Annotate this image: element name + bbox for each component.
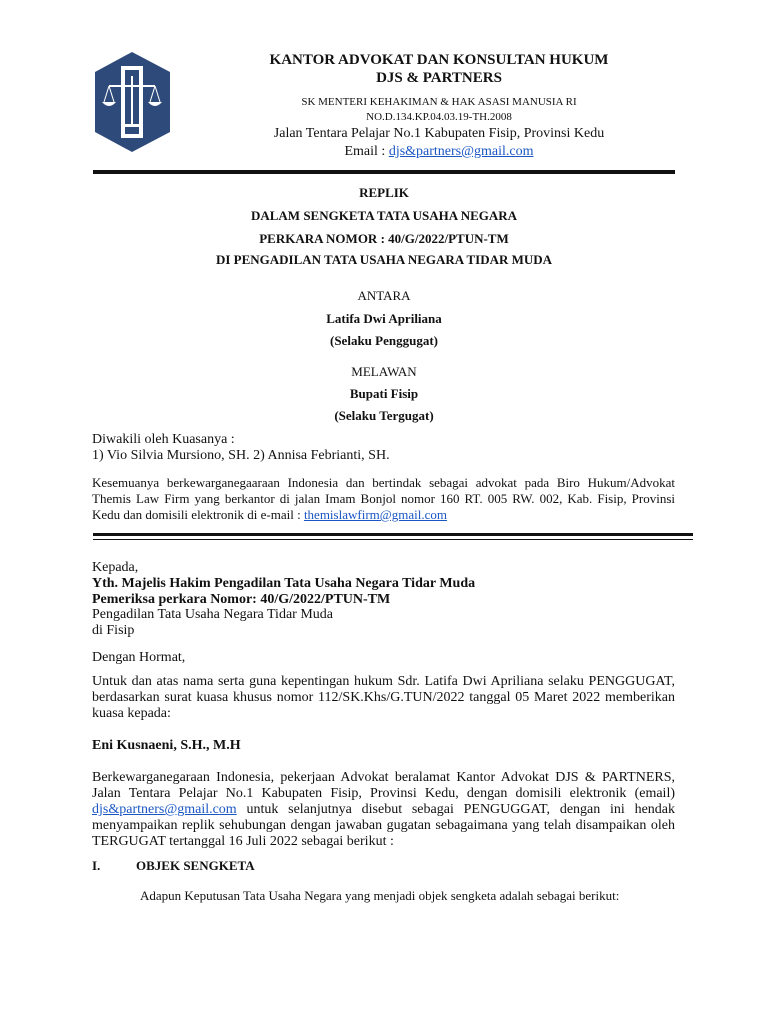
addressee-judges: Yth. Majelis Hakim Pengadilan Tata Usaha Negara Tidar Muda: [92, 576, 476, 591]
section-intro-text: Adapun Keputusan Tata Usaha Negara yang menjadi objek sengketa adalah sebagai berikut:: [140, 888, 620, 903]
law-firm-logo-icon: [95, 52, 170, 152]
doc-title: REPLIK: [359, 185, 409, 200]
representation-statement: [92, 475, 675, 523]
addressee-case: Pemeriksa perkara Nomor: 40/G/2022/PTUN-TM: [92, 592, 391, 607]
plaintiff-name: Latifa Dwi Apriliana: [326, 311, 442, 326]
kepada-label: Kepada,: [92, 560, 139, 575]
plaintiff-role: (Selaku Penggugat): [330, 333, 438, 348]
power-of-attorney-paragraph: Untuk dan atas nama serta guna kepentingan hukum Sdr. Latifa Dwi Apriliana selaku PENGGUGAT, berdasarkan surat kuasa khusus nomor 112/SK.Khs/G.TUN/2022 tanggal 05 Maret 2022 memberikan kuasa kepada:: [92, 674, 675, 721]
representation-names: 1) Vio Silvia Mursiono, SH. 2) Annisa Febrianti, SH.: [92, 448, 390, 463]
attorney-name: Eni Kusnaeni, S.H., M.H: [92, 738, 241, 753]
section-divider-thick: [93, 533, 693, 536]
firm-name: KANTOR ADVOKAT DAN KONSULTAN HUKUM: [269, 52, 609, 68]
representation-intro: Diwakili oleh Kuasanya :: [92, 432, 235, 447]
themis-email-link[interactable]: themislawfirm@gmail.com: [303, 507, 447, 522]
email-label: Email :: [344, 144, 389, 159]
letterhead-divider: [93, 170, 675, 174]
firm-address: Jalan Tentara Pelajar No.1 Kabupaten Fisip, Provinsi Kedu: [273, 126, 605, 141]
section-title: OBJEK SENGKETA: [136, 858, 255, 873]
firm-partners: DJS & PARTNERS: [376, 70, 502, 86]
section-divider-thin: [93, 539, 693, 540]
addressee-court: Pengadilan Tata Usaha Negara Tidar Muda: [92, 607, 333, 622]
statement-text: Kesemuanya berkewarganegaaraan Indonesia dan bertindak sebagai advokat pada Biro Hukum/Advokat Themis Law Firm yang berkantor di jalan Imam Bonjol nomor 160 RT. 005 RW. 002, Kab. Fisip, Provinsi Kedu dan domisili elektronik di e-mail :: [92, 475, 675, 522]
melawan-label: MELAWAN: [351, 364, 417, 379]
attorney-details-start: Berkewarganegaraan Indonesia, pekerjaan Advokat beralamat Kantor Advokat DJS & PARTNERS, Jalan Tentara Pelajar No.1 Kabupaten Fisip, Provinsi Kedu, dengan domisili elektronik (email): [92, 770, 675, 801]
defendant-role: (Selaku Tergugat): [334, 408, 434, 423]
case-number: PERKARA NOMOR : 40/G/2022/PTUN-TM: [259, 231, 509, 246]
djs-email-link[interactable]: djs&partners@gmail.com: [92, 802, 237, 817]
firm-email-line: [195, 144, 683, 160]
court-name: DI PENGADILAN TATA USAHA NEGARA TIDAR MUDA: [215, 252, 553, 267]
addressee-city: di Fisip: [92, 623, 135, 638]
decree-number: NO.D.134.KP.04.03.19-TH.2008: [366, 111, 512, 123]
doc-subtitle: DALAM SENGKETA TATA USAHA NEGARA: [250, 208, 518, 223]
greeting: Dengan Hormat,: [92, 650, 186, 665]
firm-email-link[interactable]: djs&partners@gmail.com: [388, 144, 534, 159]
decree-line: SK MENTERI KEHAKIMAN & HAK ASASI MANUSIA RI: [301, 96, 577, 108]
antara-label: ANTARA: [357, 288, 411, 303]
defendant-name: Bupati Fisip: [349, 386, 419, 401]
attorney-details-end: untuk selanjutnya disebut sebagai PENGUGGAT, dengan ini hendak menyampaikan replik sehubungan dengan jawaban gugatan sebagaimana yang telah disampaikan oleh TERGUGAT tertanggal 16 Juli 2022 sebagai berikut :: [92, 802, 675, 849]
attorney-details-paragraph: [92, 770, 675, 850]
section-number: I.: [92, 858, 101, 873]
